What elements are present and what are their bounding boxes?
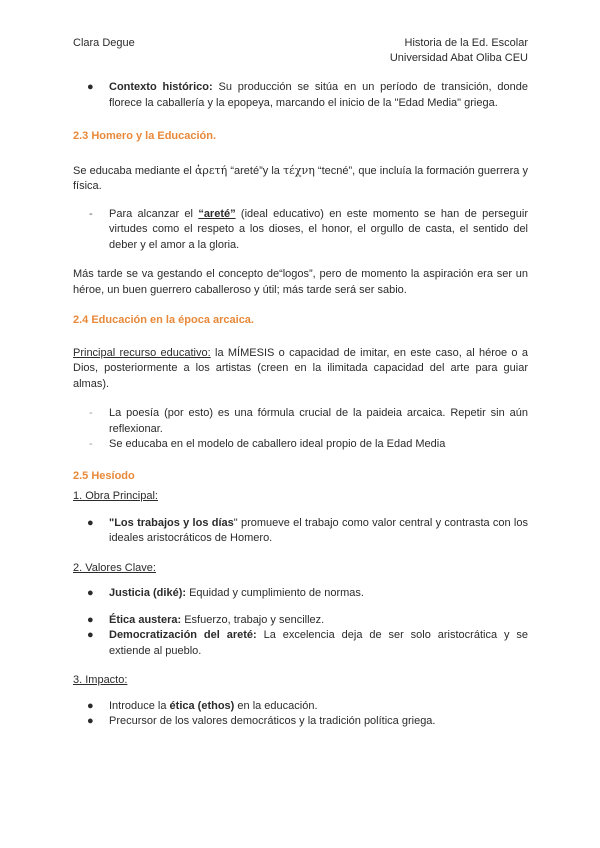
bold-term: Democratización del areté: bbox=[109, 629, 257, 641]
bullet-icon: ● bbox=[87, 516, 94, 529]
bold-term: Ética austera: bbox=[109, 613, 182, 626]
header-right bbox=[390, 36, 528, 66]
header-university: Universidad Abat Oliba CEU bbox=[389, 52, 528, 64]
list-item bbox=[73, 437, 528, 453]
context-list bbox=[73, 80, 528, 111]
text-span: " promueve el trabajo como valor central y contrasta con los ideales aristocráticos de Homero. bbox=[109, 516, 528, 544]
text-span: “tecné”, que incluía la formación guerrera y física. bbox=[73, 164, 528, 192]
bold-term: "Los trabajos y los días bbox=[109, 516, 234, 529]
greek-term: τέχνη bbox=[283, 163, 315, 177]
text-span: Introduce la bbox=[109, 699, 170, 712]
text-span: Se educaba en el modelo de caballero ideal propio de la Edad Media bbox=[109, 438, 446, 450]
text-span: (ideal educativo) en este momento se han de perseguir virtudes como el respeto a los dioses, el honor, el orgullo de casta, el sentido del deber y el amor a la gloria. bbox=[109, 207, 528, 251]
bold-term: ética (ethos) bbox=[169, 699, 235, 712]
bullet-icon: ● bbox=[87, 629, 94, 641]
greek-term: ἀρετή bbox=[194, 163, 228, 177]
text-span: “areté”y la bbox=[227, 164, 284, 177]
list-item bbox=[73, 699, 528, 715]
list-item bbox=[73, 406, 528, 437]
section-title-2-3: 2.3 Homero y la Educación. bbox=[73, 130, 217, 142]
bullet-icon: ● bbox=[87, 699, 94, 712]
text-span: La excelencia deja de ser solo aristocrática y se extiende al pueblo. bbox=[109, 629, 528, 657]
section-title-2-5: 2.5 Hesíodo bbox=[73, 469, 135, 482]
text-span: Para alcanzar el bbox=[109, 207, 199, 220]
bullet-icon: ● bbox=[87, 587, 94, 599]
valores-list bbox=[73, 586, 528, 659]
bold-term: Justicia (diké): bbox=[109, 587, 187, 599]
highlight-term: “areté” bbox=[198, 207, 236, 220]
underlined-label: Principal recurso educativo: bbox=[73, 346, 211, 359]
dash-icon: - bbox=[89, 438, 93, 450]
text-span: Precursor de los valores democráticos y la tradición política griega. bbox=[109, 715, 436, 727]
subsection-title: 1. Obra Principal: bbox=[73, 490, 158, 502]
header-author: Clara Degue bbox=[73, 37, 135, 49]
context-text: Su producción se sitúa en un período de transición, donde florece la caballería y la epopeya, marcando el inicio de la "Edad Media" griega. bbox=[109, 81, 528, 109]
header-course: Historia de la Ed. Escolar bbox=[404, 37, 528, 49]
subsection-title: 2. Valores Clave: bbox=[73, 561, 156, 574]
text-span: en la educación. bbox=[234, 699, 318, 712]
section-title-2-4: 2.4 Educación en la época arcaica. bbox=[73, 314, 254, 326]
text-span: La poesía (por esto) es una fórmula crucial de la paideia arcaica. Repetir sin aún reflexionar. bbox=[109, 407, 528, 435]
list-item bbox=[73, 516, 528, 547]
text-span: Se educaba mediante el bbox=[73, 164, 195, 177]
dash-icon: - bbox=[89, 207, 93, 220]
list-item bbox=[73, 586, 528, 602]
obra-list bbox=[73, 516, 528, 547]
text-span: Equidad y cumplimiento de normas. bbox=[186, 587, 364, 599]
arcaica-list bbox=[73, 406, 528, 453]
list-item bbox=[73, 714, 528, 730]
impacto-list bbox=[73, 699, 528, 730]
context-label: Contexto histórico: bbox=[109, 81, 213, 93]
paragraph: Más tarde se va gestando el concepto de“logos”, pero de momento la aspiración era ser un héroe, un buen guerrero caballeroso y útil; más tarde será ser sabio. bbox=[73, 268, 528, 296]
paragraph bbox=[73, 346, 528, 393]
page-content bbox=[73, 80, 528, 730]
areté-list bbox=[73, 207, 528, 254]
dash-icon: - bbox=[89, 407, 93, 419]
bullet-icon: ● bbox=[87, 715, 94, 727]
text-span: Esfuerzo, trabajo y sencillez. bbox=[181, 613, 325, 626]
bullet-icon: ● bbox=[87, 81, 94, 93]
list-item bbox=[73, 613, 528, 629]
list-item bbox=[73, 207, 528, 254]
text-span: la MÍMESIS o capacidad de imitar, en este caso, al héroe o a Dios, posteriormente a los artistas (creen en la ilimitada capacidad del arte para guiar almas). bbox=[73, 346, 528, 390]
list-item bbox=[73, 80, 528, 111]
list-item bbox=[73, 628, 528, 659]
paragraph bbox=[73, 163, 528, 195]
bullet-icon: ● bbox=[87, 613, 94, 626]
subsection-title: 3. Impacto: bbox=[73, 674, 128, 686]
